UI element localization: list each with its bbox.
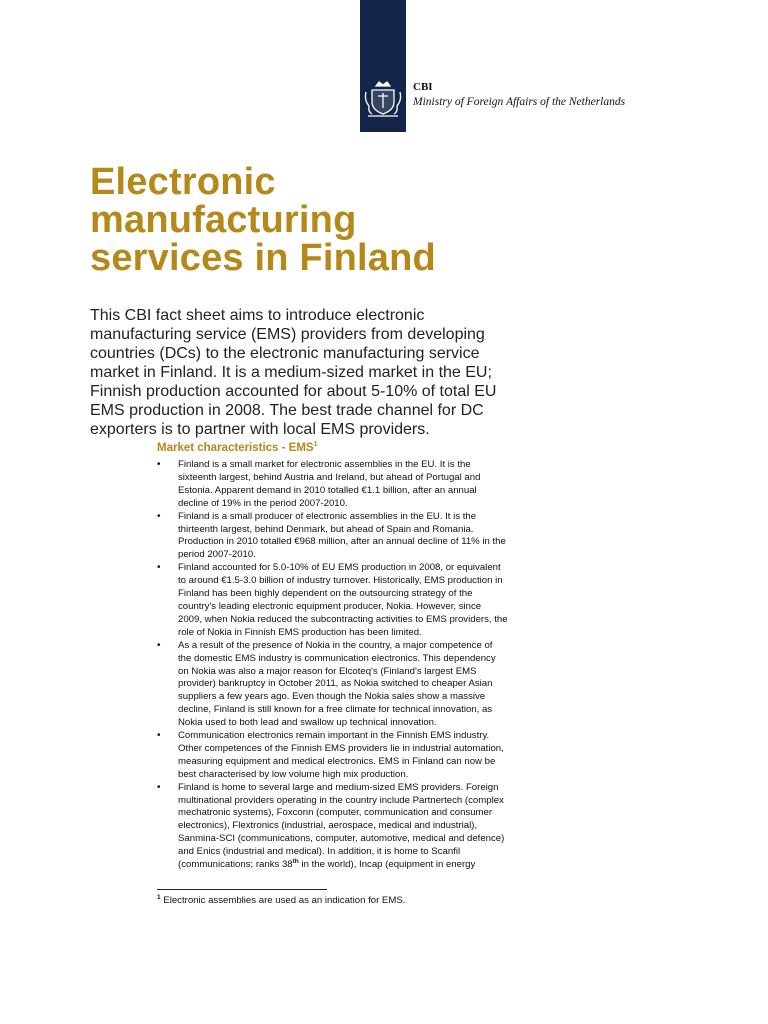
intro-line: countries (DCs) to the electronic manufacturing service	[90, 345, 480, 362]
list-item-line: Finland has been highly dependent on the outsourcing strategy of the	[178, 588, 473, 600]
footnote	[157, 895, 405, 906]
intro-line: market in Finland. It is a medium-sized market in the EU;	[90, 364, 492, 381]
list-item-line: role of Nokia in Finnish EMS production has been limited.	[178, 626, 422, 638]
list-item	[157, 782, 549, 872]
section-heading	[157, 442, 318, 454]
list-item-line: electronics), Flextronics (industrial, aerospace, medical and industrial),	[178, 820, 478, 832]
list-item-line: • Communication electronics remain important in the Finnish EMS industry.	[178, 730, 490, 742]
list-item-line: suppliers a few years ago. Even though the Nokia sales show a massive	[178, 691, 486, 703]
intro-line: manufacturing service (EMS) providers from developing	[90, 326, 485, 343]
list-item-line: Production in 2010 totalled €968 million, after an annual decline of 11% in the	[178, 536, 506, 548]
list-item-line: • Finland is a small market for electronic assemblies in the EU. It is the	[178, 459, 471, 470]
intro-paragraph	[90, 306, 530, 439]
organisation-name	[413, 80, 625, 110]
page-title	[90, 163, 690, 277]
list-item-line: multinational providers operating in the country include Partnertech (complex	[178, 794, 504, 806]
list-item-line: • As a result of the presence of Nokia in the country, a major competence of	[178, 639, 493, 651]
list-item	[157, 730, 549, 782]
list-item-line: best characterised by low volume high mix production.	[178, 768, 409, 780]
list-item-line: the domestic EMS industry is communication electronics. This dependency	[178, 652, 496, 664]
intro-line: Finnish production accounted for about 5-10% of total EU	[90, 383, 497, 400]
list-item-line	[178, 859, 549, 872]
list-item-line: 2009, when Nokia reduced the subcontracting activities to EMS providers, the	[178, 613, 508, 625]
list-item-line: to around €1.5-3.0 billion of industry turnover. Historically, EMS production in	[178, 575, 503, 587]
footnote-marker: 1	[157, 893, 161, 901]
list-item-text: in the world), Incap (equipment in energy	[298, 859, 476, 871]
list-item-line: Sanmina-SCI (communications, computer, automotive, medical and defence)	[178, 833, 505, 845]
list-item-line: mechatronic systems), Foxconn (computer, communication and consumer	[178, 807, 493, 819]
list-item-line: • Finland is a small producer of electronic assemblies in the EU. It is the	[178, 510, 477, 522]
list-item-text: (communications; ranks 38	[178, 859, 293, 871]
org-abbreviation: CBI	[413, 81, 433, 93]
ministry-name: Ministry of Foreign Affairs of the Netherlands	[413, 96, 626, 108]
list-item-line: Estonia. Apparent demand in 2010 totalled €1.1 billion, after an annual	[178, 484, 477, 496]
list-item	[157, 562, 549, 639]
intro-line: This CBI fact sheet aims to introduce electronic	[90, 307, 425, 324]
list-item-line: decline, Finland is still known for a free climate for technical innovation, as	[178, 704, 493, 716]
list-item	[157, 640, 549, 730]
list-item	[157, 511, 549, 563]
bullet-list	[157, 459, 549, 872]
footnote-reference[interactable]: 1	[313, 441, 318, 449]
list-item-line: provider) bankruptcy in October 2011, as Nokia switched to cheaper Asian	[178, 678, 493, 690]
intro-line: exporters is to partner with local EMS providers.	[90, 421, 430, 438]
list-item-line: sixteenth largest, behind Austria and Ireland, but ahead of Portugal and	[178, 471, 481, 483]
list-item-line: on Nokia was also a major reason for Elcoteq's (Finland's largest EMS	[178, 665, 477, 677]
footnote-divider	[157, 889, 327, 890]
intro-line: EMS production in 2008. The best trade channel for DC	[90, 402, 484, 419]
list-item-line: period 2007-2010.	[178, 549, 256, 561]
list-item-line: • Finland is home to several large and medium-sized EMS providers. Foreign	[178, 781, 499, 793]
list-item-line: thirteenth largest, behind Denmark, but ahead of Spain and Romania.	[178, 523, 474, 535]
footnote-text: Electronic assemblies are used as an indication for EMS.	[160, 895, 406, 906]
list-item-line: • Finland accounted for 5.0-10% of EU EMS production in 2008, or equivalent	[178, 562, 501, 574]
section-heading-text: Market characteristics - EMS	[157, 442, 314, 454]
ordinal-suffix: th	[292, 857, 299, 865]
title-line: services in Finland	[90, 237, 436, 279]
title-line: manufacturing	[90, 199, 357, 241]
list-item-line: decline of 19% in the period 2007-2010.	[178, 497, 348, 509]
netherlands-coat-of-arms-icon	[360, 76, 406, 122]
list-item-line: Nokia used to both lead and swallow up technical innovation.	[178, 717, 437, 729]
list-item-line: and Enics (industrial and medical). In addition, it is home to Scanfil	[178, 846, 461, 858]
list-item-line: measuring equipment and medical electronics. EMS in Finland can now be	[178, 755, 496, 767]
list-item	[157, 459, 549, 511]
title-line: Electronic	[90, 161, 276, 203]
list-item-line: Other competences of the Finnish EMS providers lie in industrial automation,	[178, 742, 504, 754]
list-item-line: country's leading electronic equipment producer, Nokia. However, since	[178, 600, 482, 612]
